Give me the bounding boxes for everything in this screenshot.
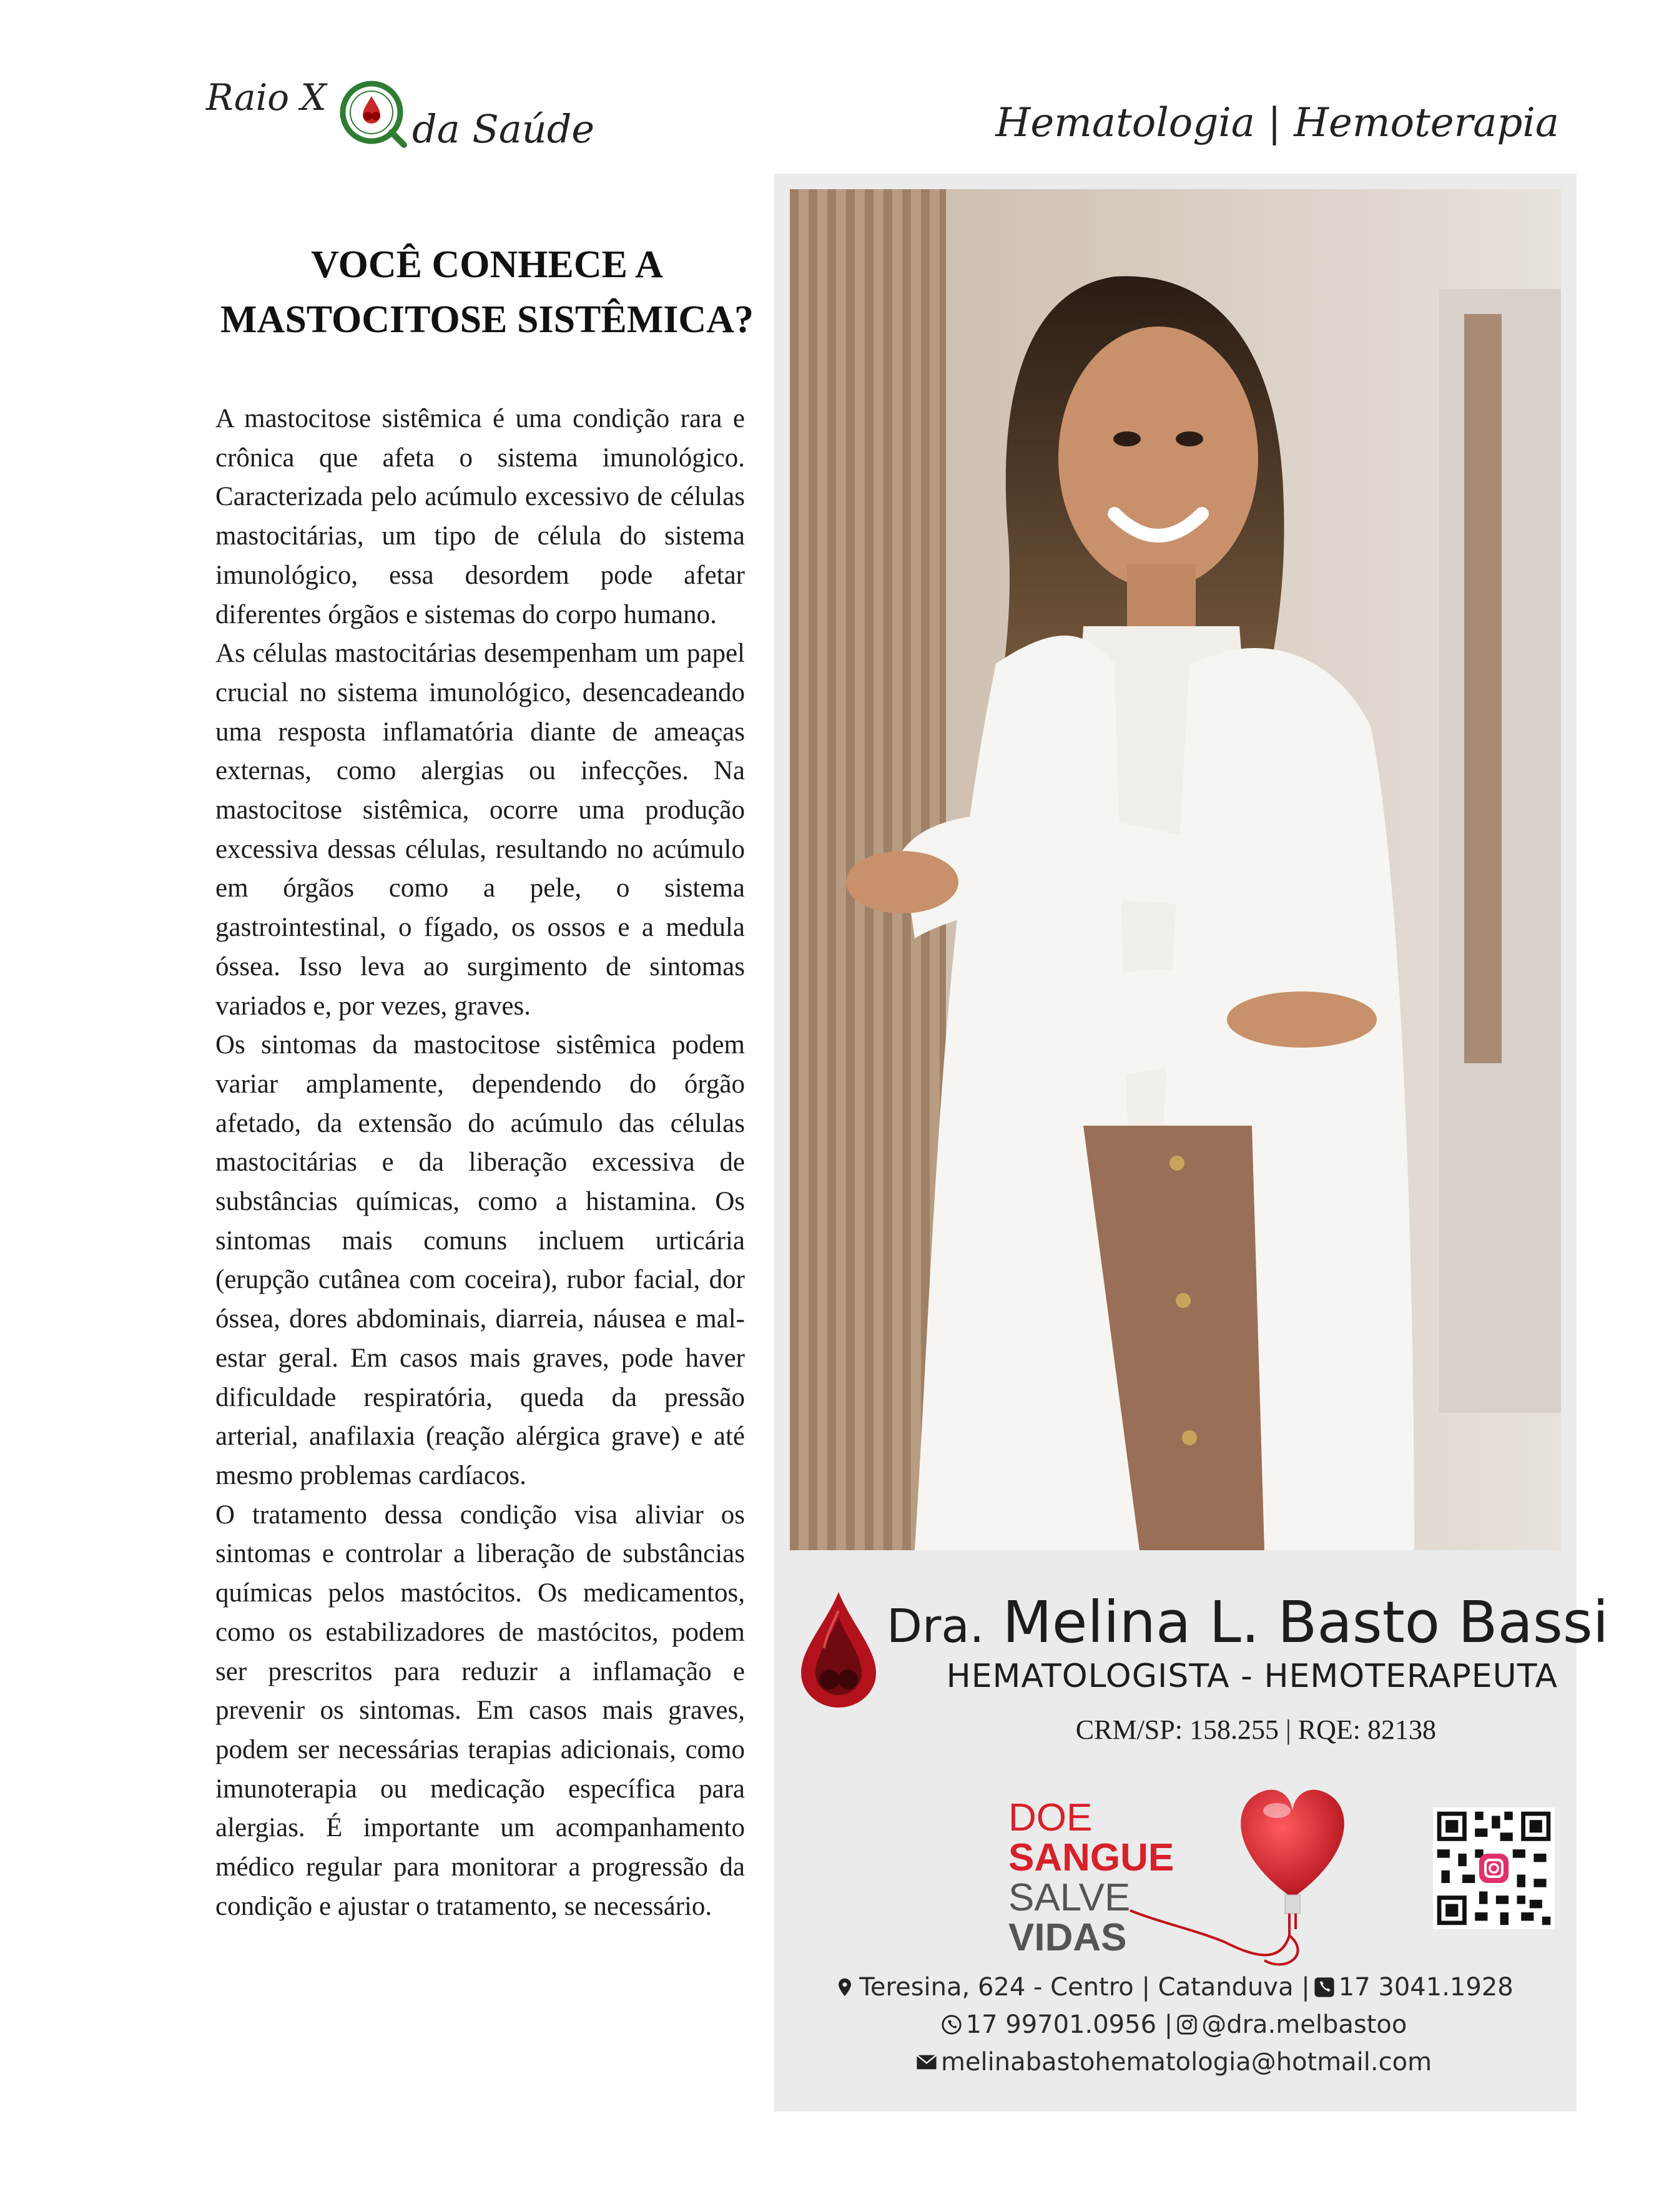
doctor-registration: CRM/SP: 158.255 | RQE: 82138 [1075, 1714, 1436, 1745]
contact-address-line [787, 1973, 1561, 2002]
doctor-photo [790, 189, 1561, 1550]
instagram-icon [1176, 2014, 1198, 2035]
contact-email-line [787, 2048, 1561, 2077]
email-icon [916, 2052, 937, 2073]
qr-code[interactable] [1433, 1807, 1555, 1929]
article-paragraph: A mastocitose sistêmica é uma condição rara e crônica que afeta o sistema imunológico. Caracterizada pelo acúmulo excessivo de células mastocitárias, um tipo de célula do sistema imunológico, essa desordem pode afetar diferentes órgãos e sistemas do corpo humano. [215, 404, 745, 629]
doctor-prefix: Dra. [887, 1600, 985, 1653]
whatsapp-icon [941, 2014, 962, 2035]
article-paragraph: Os sintomas da mastocitose sistêmica podem variar amplamente, dependendo do órgão afetado, da extensão do acúmulo das células mastocitárias e da liberação excessiva de substâncias químicas, como a histamina. Os sintomas mais comuns incluem urticária (erupção cutânea com coceira), rubor facial, dor óssea, dores abdominais, diarreia, náusea e mal-estar geral. Em casos mais graves, pode haver dificuldade respiratória, queda da pressão arterial, anafilaxia (reação alérgica grave) e até mesmo problemas cardíacos. [215, 1030, 745, 1490]
article-title-line1: VOCÊ CONHECE A [311, 243, 663, 286]
doctor-name [887, 1589, 1609, 1656]
campaign-line4: VIDAS [1008, 1916, 1127, 1959]
article-body [215, 400, 745, 1926]
contact-address: Teresina, 624 - Centro | Catanduva | [859, 1973, 1310, 2002]
heart-blood-bag-icon [1124, 1767, 1405, 1992]
section-tag: Hematologia | Hemoterapia [995, 100, 1559, 146]
contact-whatsapp[interactable]: 17 99701.0956 | [965, 2010, 1173, 2039]
magnifier-blood-icon [334, 75, 409, 150]
campaign-line3: SALVE [1008, 1876, 1131, 1919]
campaign-line2: SANGUE [1008, 1836, 1174, 1879]
article-paragraph: As células mastocitárias desempenham um papel crucial no sistema imunológico, desencadeando uma resposta inflamatória diante de ameaças externas, como alergias ou infecções. Na mastocitose sistêmica, ocorre uma produção excessiva dessas células, resultando no acúmulo em órgãos como a pele, o sistema gastrointestinal, o fígado, os ossos e a medula óssea. Isso leva ao surgimento de sintomas variados e, por vezes, graves. [215, 639, 745, 1021]
doctor-role: HEMATOLOGISTA - HEMOTERAPEUTA [946, 1658, 1558, 1695]
doctor-full-name: Melina L. Basto Bassi [1002, 1589, 1609, 1656]
contact-phone[interactable]: 17 3041.1928 [1338, 1973, 1514, 2002]
campaign-line1: DOE [1008, 1796, 1093, 1839]
location-pin-icon [834, 1977, 855, 1998]
masthead-logo [206, 69, 612, 162]
blood-drop-logo [792, 1586, 885, 1711]
contact-social-line [787, 2010, 1561, 2039]
article-paragraph: O tratamento dessa condição visa aliviar os sintomas e controlar a liberação de substâncias químicas pelos mastócitos. Os medicamentos, como os estabilizadores de mastócitos, podem ser prescritos para reduzir a inflamação e prevenir os sintomas. Em casos mais graves, podem ser necessárias terapias adicionais, como imunoterapia ou medicação específica para alergias. É importante um acompanhamento médico regular para monitorar a progressão da condição e ajustar o tratamento, se necessário. [215, 1500, 745, 1921]
article-title [187, 237, 787, 347]
phone-icon [1314, 1977, 1335, 1998]
contact-email[interactable]: melinabastohematologia@hotmail.com [940, 2048, 1432, 2077]
masthead-line1: Raio X [206, 76, 327, 119]
masthead-line2: da Saúde [412, 106, 595, 152]
contact-instagram[interactable]: @dra.melbastoo [1201, 2010, 1407, 2039]
article-title-line2: MASTOCITOSE SISTÊMICA? [220, 298, 754, 341]
